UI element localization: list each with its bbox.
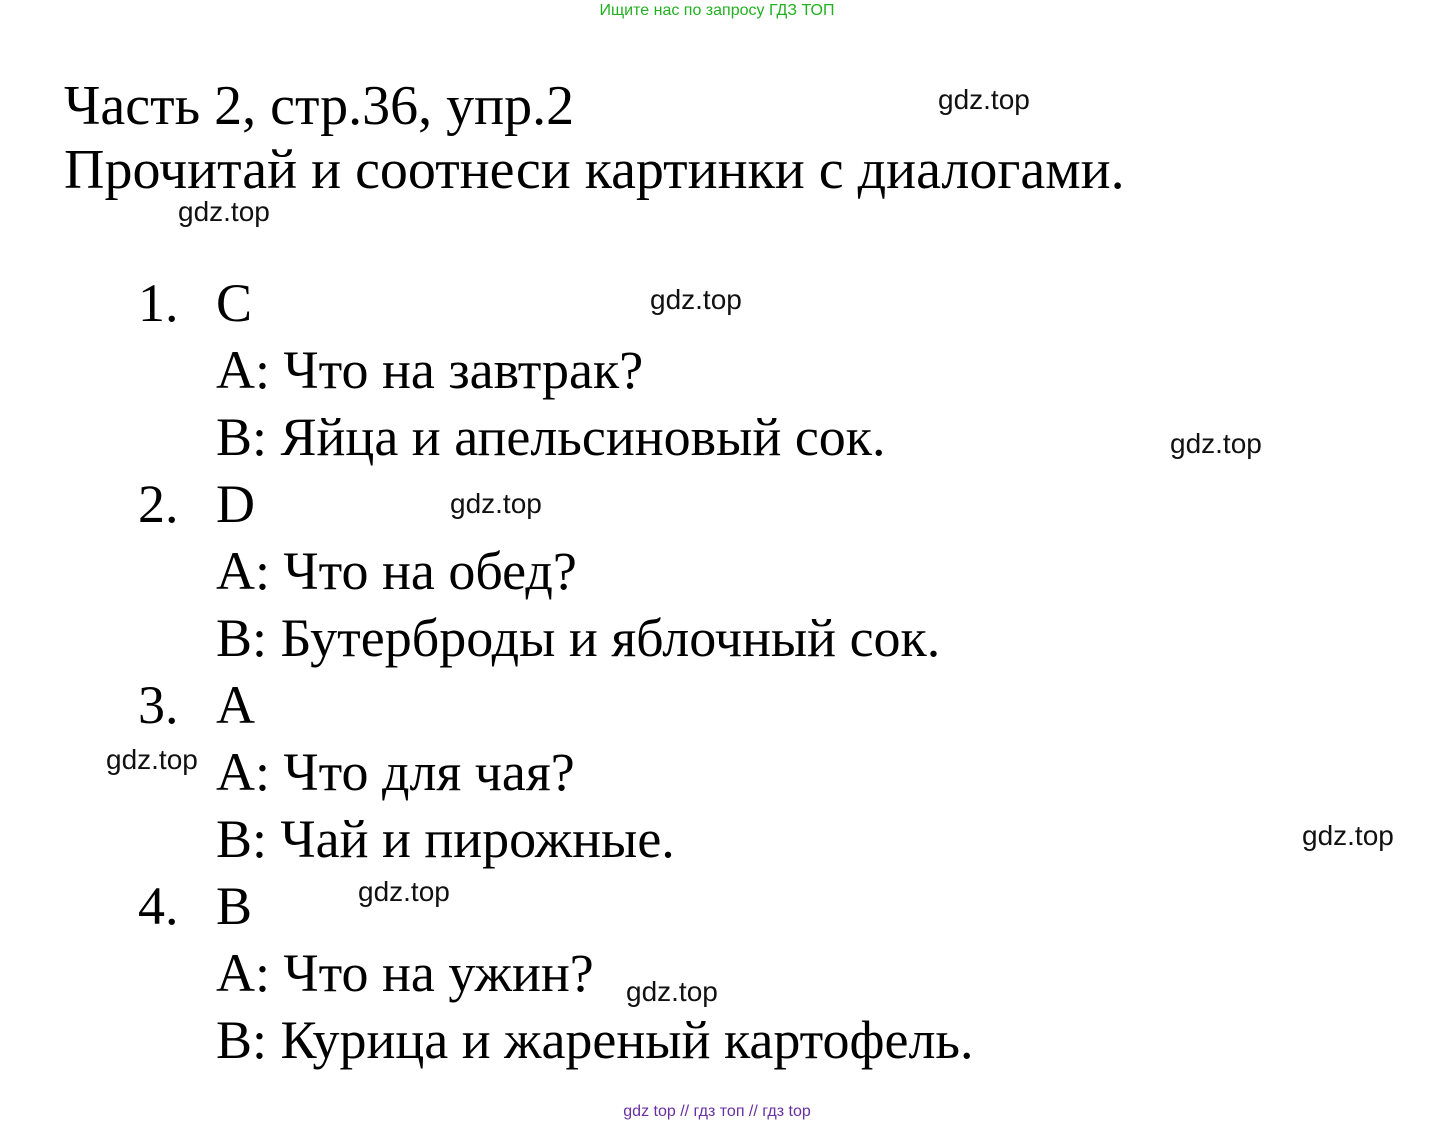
dialog-line-a: A: Что для чая? — [216, 742, 575, 802]
dialog-line-b: B: Чай и пирожные. — [216, 809, 675, 869]
page-title: Часть 2, стр.36, упр.2 — [64, 75, 575, 137]
watermark: gdz.top — [626, 976, 718, 1007]
item-letter: A — [216, 675, 255, 735]
dialog-line-a: A: Что на обед? — [216, 541, 577, 601]
item-letter: B — [216, 876, 253, 936]
watermark: gdz.top — [106, 744, 198, 775]
dialog-line-a: A: Что на завтрак? — [216, 340, 644, 400]
top-banner: Ищите нас по запросу ГДЗ ТОП — [599, 2, 835, 19]
dialog-line-b: B: Яйца и апельсиновый сок. — [216, 407, 886, 467]
footer-link-text: gdz top // гдз топ // гдз top — [623, 1103, 811, 1120]
dialog-line-a: A: Что на ужин? — [216, 943, 594, 1003]
watermark: gdz.top — [1170, 428, 1262, 459]
exercise-instruction: Прочитай и соотнеси картинки с диалогами. — [64, 139, 1125, 201]
item-number: 1. — [138, 273, 179, 333]
watermark: gdz.top — [938, 84, 1030, 115]
item-number: 3. — [138, 675, 179, 735]
watermark: gdz.top — [358, 876, 450, 907]
watermark: gdz.top — [450, 488, 542, 519]
dialog-line-b: B: Бутерброды и яблочный сок. — [216, 608, 941, 668]
watermark: gdz.top — [650, 284, 742, 315]
item-number: 4. — [138, 876, 179, 936]
item-number: 2. — [138, 474, 179, 534]
item-letter: C — [216, 273, 253, 333]
watermark: gdz.top — [178, 196, 270, 227]
item-letter: D — [216, 474, 255, 534]
watermark: gdz.top — [1302, 820, 1394, 851]
dialog-line-b: B: Курица и жареный картофель. — [216, 1010, 974, 1070]
